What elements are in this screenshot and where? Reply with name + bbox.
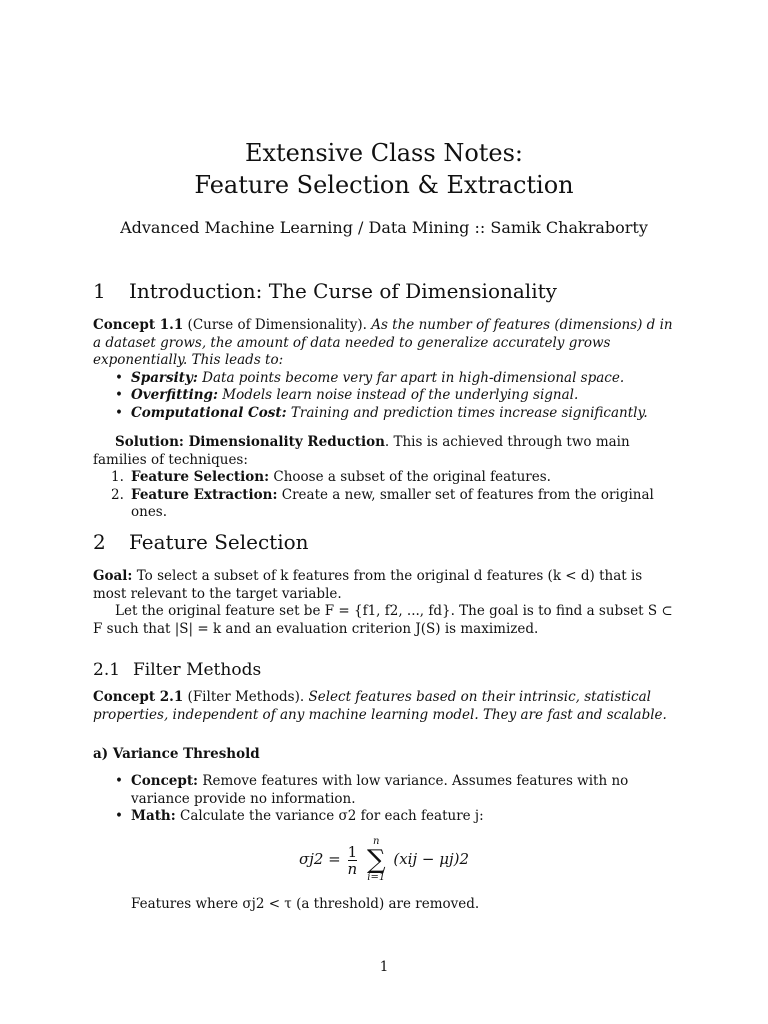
definition-paragraph: Let the original feature set be F = {f1, f2, ..., fd}. The goal is to find a subset S ⊂ F such that |S| = k and an evaluation criterion J(S) is maximized. xyxy=(93,603,673,637)
concept-name: (Filter Methods). xyxy=(187,689,305,705)
technique-list xyxy=(93,469,675,522)
list-item xyxy=(93,773,675,808)
list-item xyxy=(93,387,675,405)
bullet-term: Math: xyxy=(131,808,176,824)
item-number: 1. xyxy=(111,469,124,485)
list-item xyxy=(93,370,675,388)
author-line: Advanced Machine Learning / Data Mining :: Samik Chakraborty xyxy=(120,218,648,237)
bullet-text: Training and prediction times increase significantly. xyxy=(290,404,648,421)
bullet-text: Data points become very far apart in high-dimensional space. xyxy=(202,369,625,386)
goal-text: To select a subset of k features from the original d features (k < d) that is most relevant to the target variable. xyxy=(93,568,643,602)
summation-symbol xyxy=(367,836,386,884)
threshold-note: Features where σj2 < τ (a threshold) are removed. xyxy=(131,896,480,912)
item-number: 2. xyxy=(111,486,124,503)
document-title xyxy=(0,138,768,200)
solution-label: Solution: Dimensionality Reduction xyxy=(115,434,385,450)
concept-label: Concept 2.1 xyxy=(93,689,184,705)
list-item xyxy=(93,808,675,826)
sigma-glyph: ∑ xyxy=(367,845,386,875)
goal-paragraph xyxy=(93,568,675,603)
bullet-text: Remove features with low variance. Assumes features with no variance provide no information. xyxy=(131,773,629,807)
item-term: Feature Extraction: xyxy=(131,486,278,503)
equation-rhs: (xij − μj)2 xyxy=(393,850,470,868)
item-text: Choose a subset of the original features. xyxy=(273,469,551,485)
list-item xyxy=(93,469,675,487)
concept-text: Select features based on their intrinsic, statistical properties, independent of any machine learning model. They are fast and scalable. xyxy=(93,689,667,723)
concept-name: (Curse of Dimensionality). xyxy=(187,317,367,333)
subsection-number: 2.1 xyxy=(93,660,121,680)
variance-equation xyxy=(0,836,768,884)
item-text: Create a new, smaller set of features from the original ones. xyxy=(131,486,654,520)
concept-text: As the number of features (dimensions) d in a dataset grows, the amount of data needed to generalize accurately grows exponentially. This leads to: xyxy=(93,317,673,368)
title-line-2: Feature Selection & Extraction xyxy=(194,171,574,199)
equation-fraction xyxy=(348,844,358,877)
concept-2-1 xyxy=(93,689,675,724)
bullet-text: Calculate the variance σ2 for each feature j: xyxy=(180,808,484,824)
bullet-term: Concept: xyxy=(131,773,199,789)
bullet-term: Overfitting: xyxy=(131,387,218,403)
goal-label: Goal: xyxy=(93,568,133,584)
section-title: Feature Selection xyxy=(129,530,309,554)
solution-paragraph xyxy=(93,434,675,522)
sum-upper-limit: n xyxy=(373,836,380,847)
title-line-1: Extensive Class Notes: xyxy=(244,139,524,167)
bullet-text: Models learn noise instead of the underlying signal. xyxy=(222,387,579,403)
item-term: Feature Selection: xyxy=(131,469,270,485)
subsection-title: Filter Methods xyxy=(133,660,262,680)
section-number: 1 xyxy=(93,279,106,303)
equation-lhs: σj2 = xyxy=(298,850,341,868)
section-2-heading xyxy=(93,530,309,554)
sum-lower-limit: i=1 xyxy=(367,872,386,883)
list-item xyxy=(93,487,675,522)
section-1-heading xyxy=(93,279,557,303)
section-title: Introduction: The Curse of Dimensionality xyxy=(129,279,557,303)
concept-bullets xyxy=(93,370,675,423)
page-number: 1 xyxy=(379,959,389,975)
concept-1-1 xyxy=(93,317,675,422)
bullet-list xyxy=(93,773,675,826)
fraction-denominator: n xyxy=(347,859,358,878)
variance-threshold-list xyxy=(93,773,675,826)
solution-text: . This is achieved through two main families of techniques: xyxy=(93,434,630,468)
fraction-numerator: 1 xyxy=(347,842,358,861)
subsection-2-1-heading xyxy=(93,660,261,680)
list-item xyxy=(93,405,675,423)
section-number: 2 xyxy=(93,530,106,554)
concept-label: Concept 1.1 xyxy=(93,317,184,333)
bullet-term: Computational Cost: xyxy=(131,404,287,421)
bullet-term: Sparsity: xyxy=(131,369,198,386)
variance-threshold-heading: a) Variance Threshold xyxy=(93,746,260,762)
